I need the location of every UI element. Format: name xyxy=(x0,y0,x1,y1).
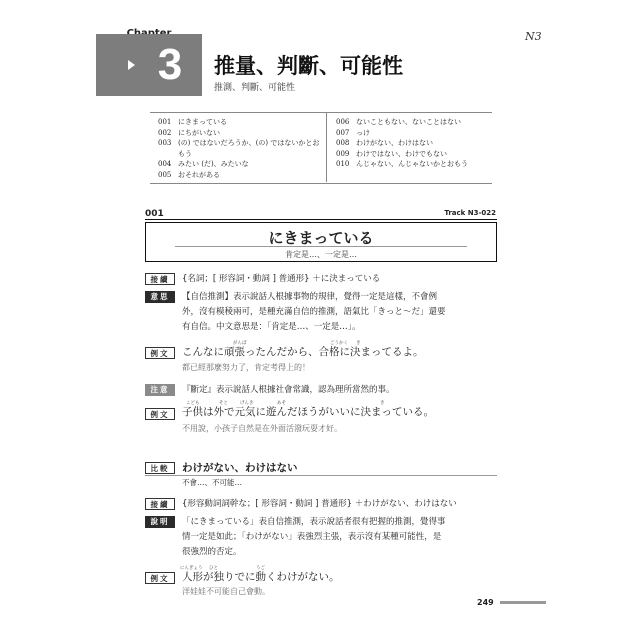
compare-label: 比較 xyxy=(145,462,175,474)
ruby-annotation: こども xyxy=(186,401,200,406)
compare-meaning: 不會…、不可能… xyxy=(182,478,242,487)
toc-item-text: もう xyxy=(178,149,192,158)
example-sentence: 人形が独りでに動くわけがない。 xyxy=(182,571,340,583)
toc-item[interactable] xyxy=(158,170,328,181)
toc-item-text: んじゃない、んじゃないかとおもう xyxy=(356,160,468,168)
explain-label: 說明 xyxy=(145,516,175,528)
explain-line: 「にきまっている」表自信推測，表示說話者很有把握的推測，覺得事 xyxy=(182,517,446,527)
compare-connect-text: {形容動詞詞幹な；[ 形容詞・動詞 ] 普通形} ＋わけがない、わけはない xyxy=(182,499,457,509)
meaning-line: 有自信。中文意思是：「肯定是…、一定是…」。 xyxy=(182,322,361,332)
connect-label: 接續 xyxy=(145,498,175,510)
toc-item-text: わけではない、わけでもない xyxy=(356,149,447,158)
example-translation: 都已經那麼努力了，肯定考得上的！ xyxy=(182,363,310,372)
ruby-annotation: き xyxy=(356,341,361,346)
chapter-title: 推量、判斷、可能性 xyxy=(214,54,403,78)
toc-item-number: 006 xyxy=(336,118,350,126)
toc-item[interactable] xyxy=(158,159,328,170)
example-translation: 不用說，小孩子自然是在外面活潑玩耍才好。 xyxy=(182,424,342,433)
toc-item-text: みたい (だ)、みたいな xyxy=(178,160,249,168)
toc-right-column xyxy=(336,117,496,170)
meaning-line: 【自信推測】表示說話人根據事物的規律，覺得一定是這樣，不會例 xyxy=(182,292,438,302)
table-of-contents xyxy=(150,112,492,184)
toc-item-text: にちがいない xyxy=(178,128,220,137)
toc-left-column xyxy=(158,117,328,180)
ruby-annotation: そと xyxy=(219,401,228,406)
toc-item[interactable] xyxy=(336,159,496,170)
grammar-title: にきまっている xyxy=(268,229,374,247)
compare-title: わけがない、わけはない xyxy=(182,462,298,474)
note-label: 注意 xyxy=(145,384,175,396)
compare-divider xyxy=(145,475,497,476)
chapter-number: 3 xyxy=(157,40,183,89)
chapter-arrow-icon xyxy=(128,60,135,70)
ruby-annotation: あそ xyxy=(277,401,286,406)
audio-track-label[interactable]: Track N3-022 xyxy=(444,209,496,217)
meaning-label: 意思 xyxy=(145,291,175,303)
example-label: 例文 xyxy=(145,347,175,359)
level-badge: N3 xyxy=(525,30,542,43)
example-label: 例文 xyxy=(145,408,175,420)
toc-item-number: 001 xyxy=(158,118,172,126)
ruby-annotation: がんば xyxy=(233,341,247,346)
connect-label: 接續 xyxy=(145,273,175,285)
example-sentence: こんなに頑張ったんだから、合格に決まってるよ。 xyxy=(182,346,424,358)
toc-item-number: 009 xyxy=(336,149,350,158)
toc-item[interactable] xyxy=(336,138,496,149)
connect-text: {名詞；[ 形容詞・動詞 ] 普通形} ＋に決まっている xyxy=(182,274,381,284)
ruby-annotation: にんぎょう xyxy=(180,566,203,571)
heading-divider xyxy=(175,246,467,247)
page-number: 249 xyxy=(477,598,494,607)
toc-item-number: 007 xyxy=(336,128,350,137)
toc-item-number: 010 xyxy=(336,160,350,168)
toc-item[interactable] xyxy=(336,128,496,139)
toc-item-text: おそれがある xyxy=(178,170,220,179)
toc-item-text: ないこともない、ないことはない xyxy=(356,118,461,126)
explain-line: 很強烈的否定。 xyxy=(182,547,242,557)
toc-item-text: っけ xyxy=(356,128,370,137)
toc-item-number: 005 xyxy=(158,170,172,179)
section-rule xyxy=(145,219,497,220)
ruby-annotation: き xyxy=(380,401,385,406)
toc-item-continuation xyxy=(158,149,328,160)
toc-divider xyxy=(326,112,327,182)
example-translation: 洋娃娃不可能自己會動。 xyxy=(182,587,270,596)
toc-item-number: 004 xyxy=(158,160,172,168)
ruby-annotation: ごうかく xyxy=(330,341,348,346)
chapter-subtitle: 推測、判斷、可能性 xyxy=(214,83,296,93)
toc-item-number: 002 xyxy=(158,128,172,137)
toc-item[interactable] xyxy=(158,128,328,139)
toc-item[interactable] xyxy=(336,117,496,128)
toc-item[interactable] xyxy=(336,149,496,160)
toc-item[interactable] xyxy=(158,117,328,128)
toc-item-text: にきまっている xyxy=(178,118,227,126)
toc-item[interactable] xyxy=(158,138,328,149)
toc-item-text: (の) ではないだろうか、(の) ではないかとお xyxy=(178,139,320,147)
toc-item-number: 008 xyxy=(336,139,350,147)
toc-item-text: わけがない、わけはない xyxy=(356,139,433,147)
toc-item-number xyxy=(158,149,178,160)
example-label: 例文 xyxy=(145,572,175,584)
toc-item-number: 003 xyxy=(158,139,172,147)
meaning-line: 外，沒有模稜兩可，是種充滿自信的推測，語氣比「きっと～だ」還要 xyxy=(182,307,446,317)
ruby-annotation: ひと xyxy=(209,566,218,571)
note-text: 『斷定』表示說話人根據社會常識，認為理所當然的事。 xyxy=(182,385,395,395)
example-sentence: 子供は外で元気に遊んだほうがいいに決まっている。 xyxy=(182,406,434,418)
explain-line: 情一定是如此；「わけがない」表強烈主張，表示沒有某種可能性，是 xyxy=(182,532,442,542)
ruby-annotation: うご xyxy=(256,566,265,571)
section-number: 001 xyxy=(145,209,164,219)
ruby-annotation: げんき xyxy=(240,401,254,406)
page-bar xyxy=(500,601,546,604)
grammar-meaning: 肯定是…、一定是… xyxy=(285,250,357,259)
